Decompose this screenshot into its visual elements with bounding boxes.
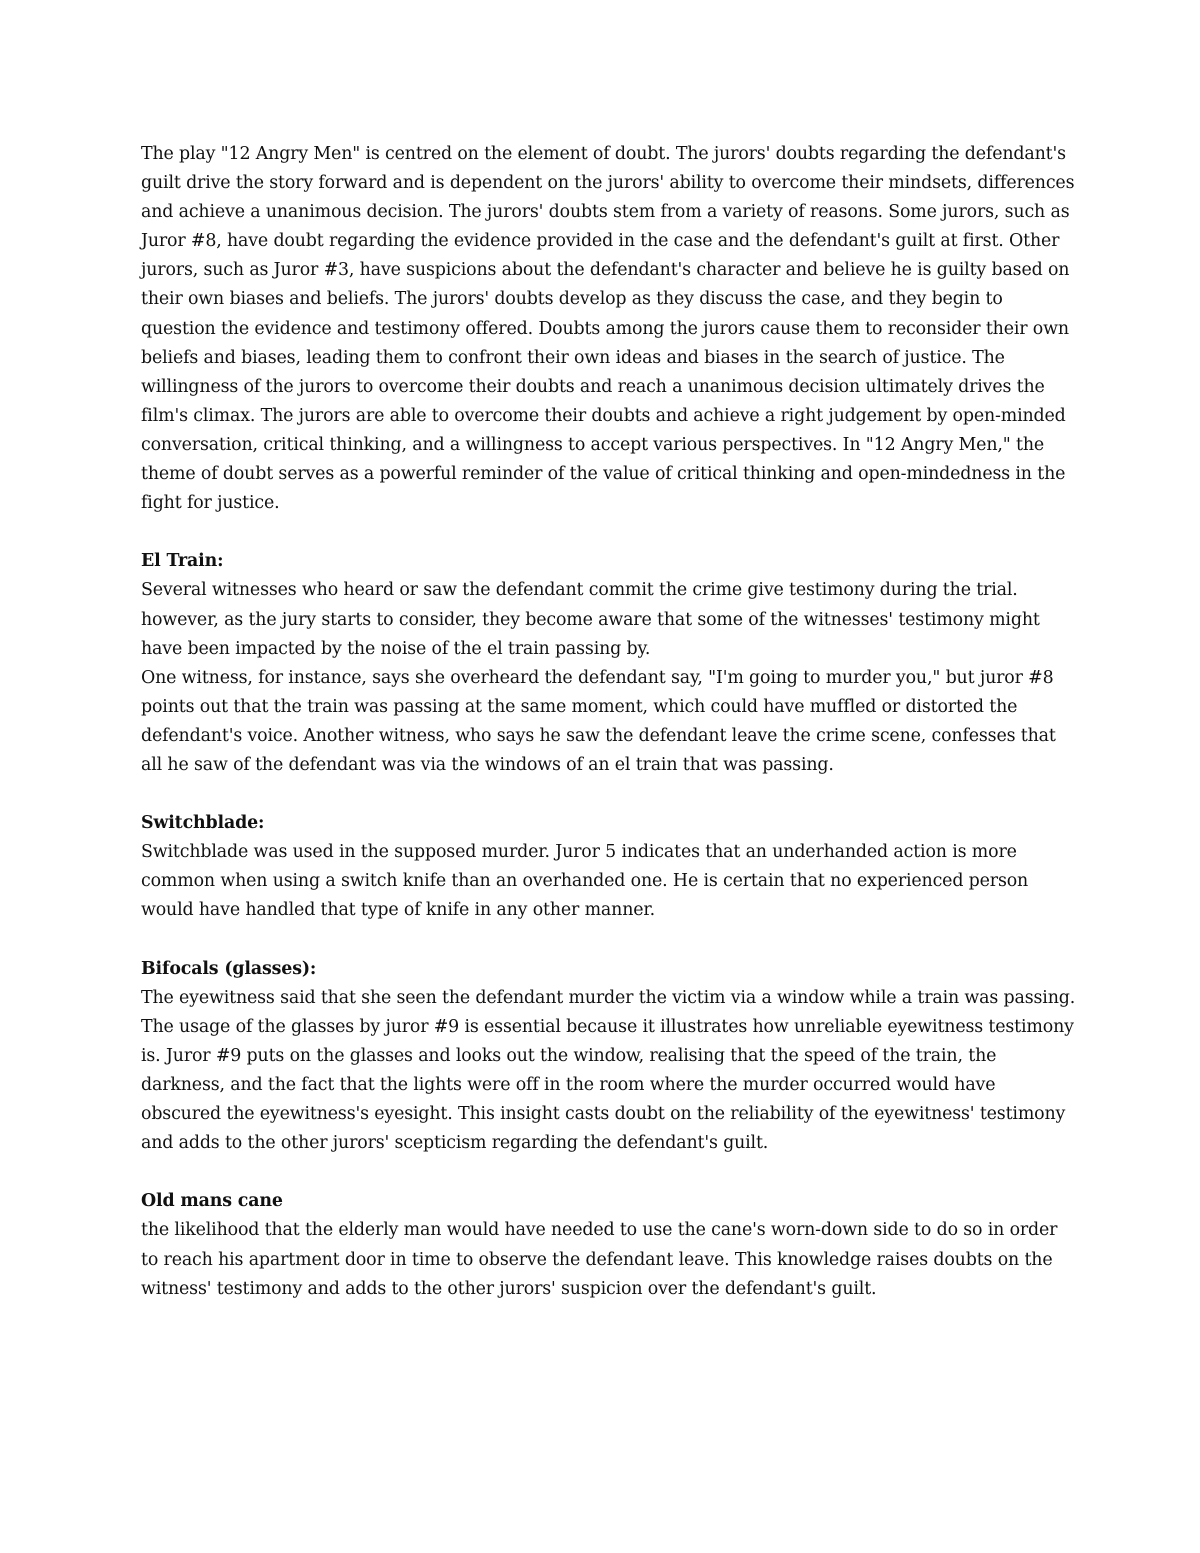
paragraph-spacer	[141, 1158, 1076, 1187]
cane-heading: Old mans cane	[141, 1191, 283, 1212]
intro-paragraph: The play "12 Angry Men" is centred on the element of doubt. The jurors' doubts regarding the defendant's guilt drive the story forward and is dependent on the jurors' ability to overcome their mindsets, differences and achieve a unanimous decision. The jurors' doubts stem from a variety of reasons. Some jurors, such as Juror #8, have doubt regarding the evidence provided in the case and the defendant's guilt at first. Other jurors, such as Juror #3, have suspicions about the defendant's character and believe he is guilty based on their own biases and beliefs. The jurors' doubts develop as they discuss the case, and they begin to question the evidence and testimony offered. Doubts among the jurors cause them to reconsider their own beliefs and biases, leading them to confront their own ideas and biases in the search of justice. The willingness of the jurors to overcome their doubts and reach a unanimous decision ultimately drives the film's climax. The jurors are able to overcome their doubts and achieve a right judgement by open-minded conversation, critical thinking, and a willingness to accept various perspectives. In "12 Angry Men," the theme of doubt serves as a powerful reminder of the value of critical thinking and open-mindedness in the fight for justice.	[141, 144, 1075, 514]
switchblade-paragraph: Switchblade was used in the supposed murder. Juror 5 indicates that an underhanded action is more common when using a switch knife than an overhanded one. He is certain that no experienced person would have handled that type of knife in any other manner.	[141, 842, 1029, 921]
switchblade-heading: Switchblade:	[141, 813, 265, 834]
bifocals-heading: Bifocals (glasses):	[141, 958, 317, 979]
bifocals-paragraph: The eyewitness said that she seen the defendant murder the victim via a window while a train was passing. The usage of the glasses by juror #9 is essential because it illustrates how unreliable eyewitness testimony is. Juror #9 puts on the glasses and looks out the window, realising that the speed of the train, the darkness, and the fact that the lights were off in the room where the murder occurred would have obscured the eyewitness's eyesight. This insight casts doubt on the reliability of the eyewitness' testimony and adds to the other jurors' scepticism regarding the defendant's guilt.	[141, 987, 1076, 1154]
el-train-paragraph-1: Several witnesses who heard or saw the defendant commit the crime give testimony during the trial. however, as the jury starts to consider, they become aware that some of the witnesses' testimony might have been impacted by the noise of the el train passing by.	[141, 580, 1040, 659]
paragraph-spacer	[141, 780, 1076, 809]
paragraph-spacer	[141, 518, 1076, 547]
el-train-paragraph-2: One witness, for instance, says she overheard the defendant say, "I'm going to murder you," but juror #8 points out that the train was passing at the same moment, which could have muffled or distorted the defendant's voice. Another witness, who says he saw the defendant leave the crime scene, confesses that all he saw of the defendant was via the windows of an el train that was passing.	[141, 667, 1056, 775]
el-train-heading: El Train:	[141, 551, 224, 572]
document-page	[141, 140, 1076, 1304]
paragraph-spacer	[141, 926, 1076, 955]
cane-paragraph: the likelihood that the elderly man would have needed to use the cane's worn-down side to do so in order to reach his apartment door in time to observe the defendant leave. This knowledge raises doubts on the witness' testimony and adds to the other jurors' suspicion over the defendant's guilt.	[141, 1220, 1058, 1299]
